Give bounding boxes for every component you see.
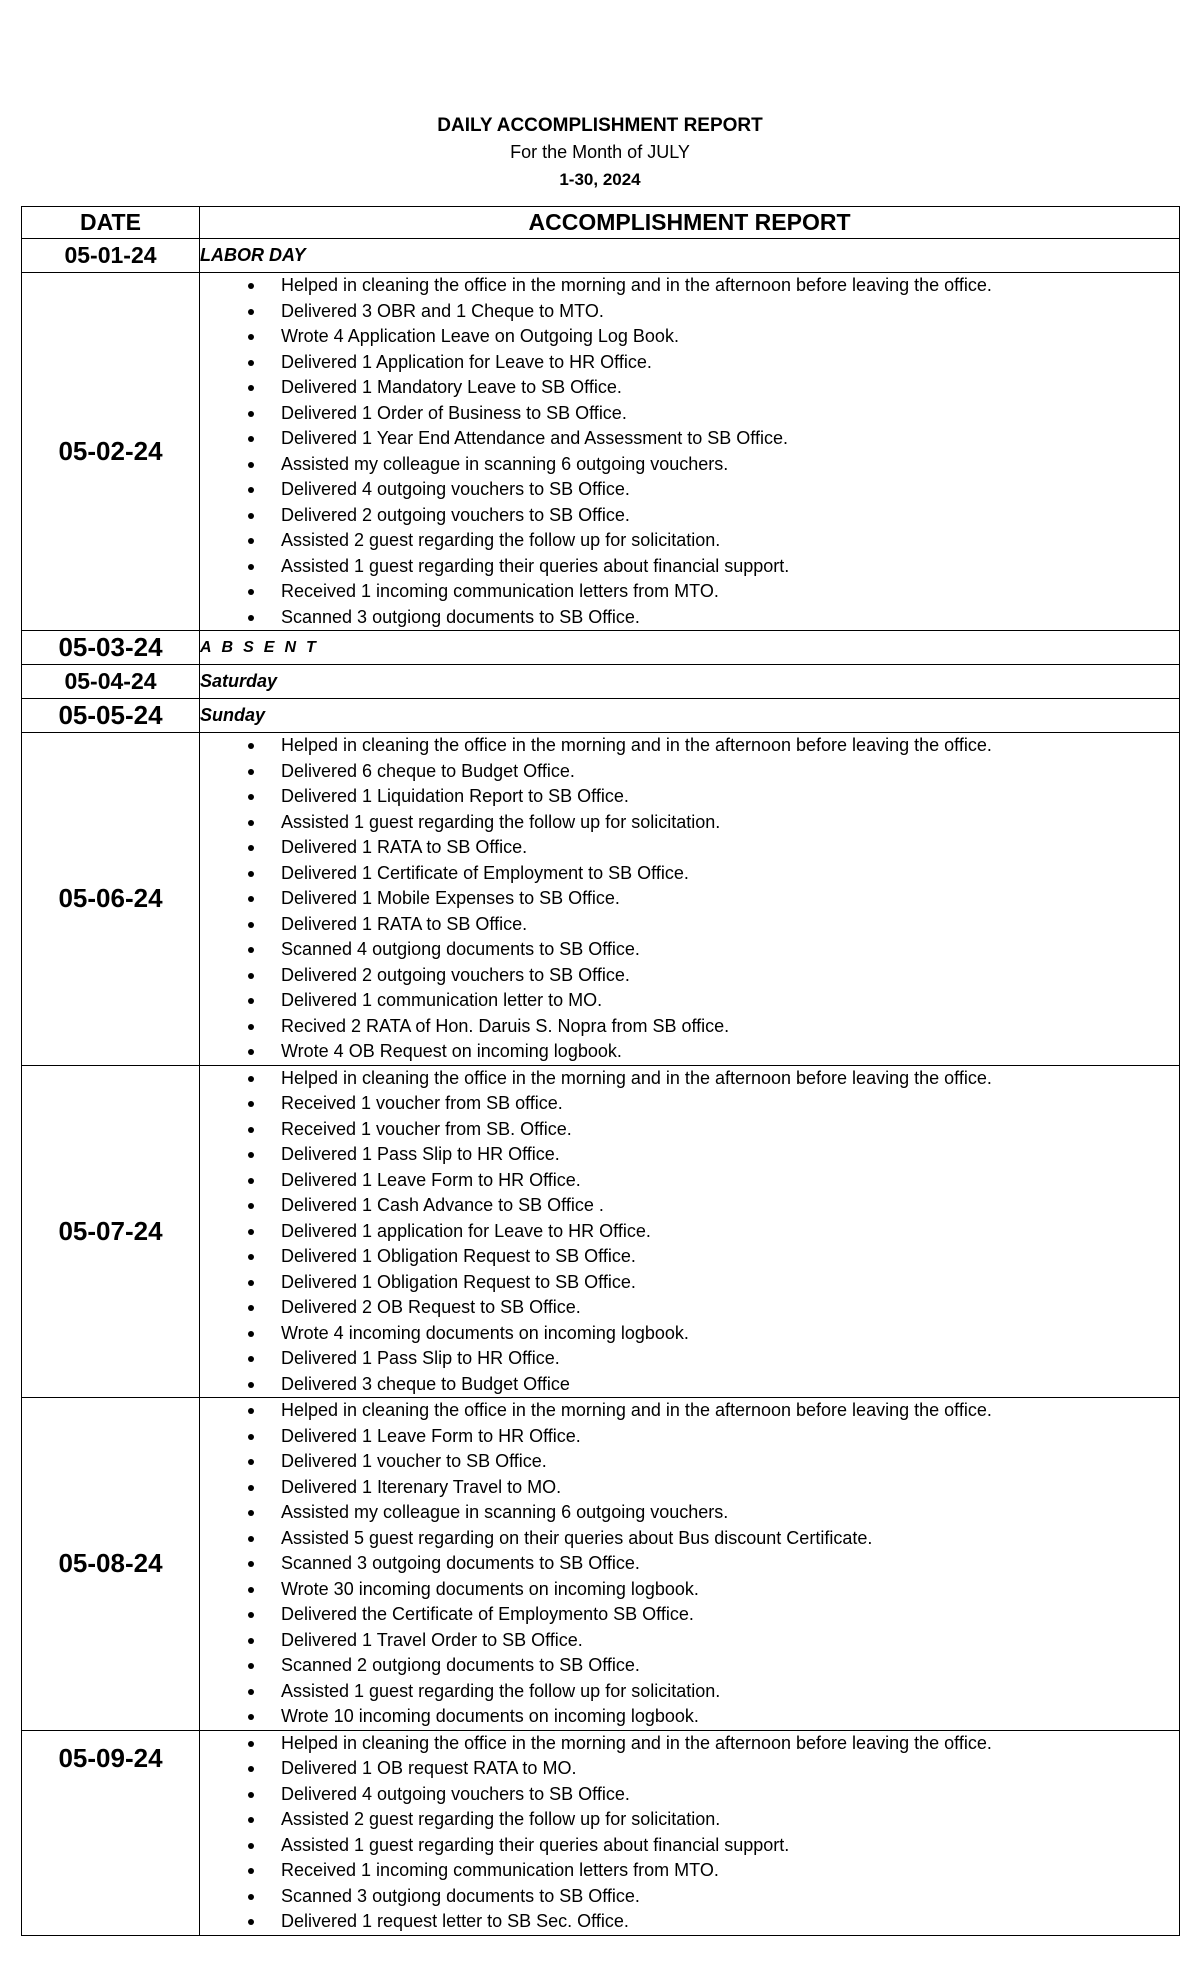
table-row	[22, 239, 1180, 273]
list-item: Delivered 1 Order of Business to SB Office.	[200, 401, 1179, 427]
list-item: Delivered 2 outgoing vouchers to SB Office.	[200, 963, 1179, 989]
list-item: Helped in cleaning the office in the morning and in the afternoon before leaving the office.	[200, 1398, 1179, 1424]
table-row	[22, 1730, 1180, 1935]
list-item: Helped in cleaning the office in the morning and in the afternoon before leaving the office.	[200, 733, 1179, 759]
report-column-header: ACCOMPLISHMENT REPORT	[200, 207, 1180, 239]
list-item: Assisted my colleague in scanning 6 outgoing vouchers.	[200, 452, 1179, 478]
row-date: 05-09-24	[22, 1730, 200, 1935]
list-item: Helped in cleaning the office in the morning and in the afternoon before leaving the office.	[200, 1066, 1179, 1092]
list-item: Delivered 1 Iterenary Travel to MO.	[200, 1475, 1179, 1501]
list-item: Assisted 2 guest regarding the follow up for solicitation.	[200, 528, 1179, 554]
list-item: Scanned 3 outgiong documents to SB Office.	[200, 1884, 1179, 1910]
list-item: Delivered 1 communication letter to MO.	[200, 988, 1179, 1014]
row-accomplishments	[200, 1730, 1180, 1935]
list-item: Delivered the Certificate of Employmento SB Office.	[200, 1602, 1179, 1628]
accomplishment-list	[200, 1731, 1179, 1935]
row-date: 05-02-24	[22, 273, 200, 631]
list-item: Delivered 6 cheque to Budget Office.	[200, 759, 1179, 785]
list-item: Recived 2 RATA of Hon. Daruis S. Nopra from SB office.	[200, 1014, 1179, 1040]
list-item: Delivered 3 cheque to Budget Office	[200, 1372, 1179, 1398]
list-item: Delivered 1 Mandatory Leave to SB Office.	[200, 375, 1179, 401]
list-item: Delivered 1 Cash Advance to SB Office .	[200, 1193, 1179, 1219]
list-item: Delivered 1 Mobile Expenses to SB Office.	[200, 886, 1179, 912]
table-row	[22, 1065, 1180, 1398]
list-item: Assisted 1 guest regarding the follow up for solicitation.	[200, 1679, 1179, 1705]
list-item: Scanned 3 outgoing documents to SB Office.	[200, 1551, 1179, 1577]
list-item: Wrote 30 incoming documents on incoming logbook.	[200, 1577, 1179, 1603]
row-accomplishments	[200, 1398, 1180, 1731]
list-item: Delivered 2 outgoing vouchers to SB Office.	[200, 503, 1179, 529]
row-date: 05-06-24	[22, 733, 200, 1066]
list-item: Wrote 4 OB Request on incoming logbook.	[200, 1039, 1179, 1065]
table-header-row	[22, 207, 1180, 239]
row-date: 05-04-24	[22, 665, 200, 699]
row-note: ABSENT	[200, 631, 1180, 665]
row-accomplishments	[200, 273, 1180, 631]
table-row	[22, 665, 1180, 699]
table-row	[22, 733, 1180, 1066]
report-header	[0, 112, 1200, 193]
row-date: 05-03-24	[22, 631, 200, 665]
list-item: Delivered 2 OB Request to SB Office.	[200, 1295, 1179, 1321]
list-item: Wrote 4 Application Leave on Outgoing Log Book.	[200, 324, 1179, 350]
list-item: Delivered 1 Application for Leave to HR Office.	[200, 350, 1179, 376]
row-date: 05-01-24	[22, 239, 200, 273]
list-item: Assisted 1 guest regarding the follow up for solicitation.	[200, 810, 1179, 836]
list-item: Assisted 1 guest regarding their queries about financial support.	[200, 1833, 1179, 1859]
list-item: Helped in cleaning the office in the morning and in the afternoon before leaving the office.	[200, 1731, 1179, 1757]
list-item: Helped in cleaning the office in the morning and in the afternoon before leaving the office.	[200, 273, 1179, 299]
accomplishment-table	[21, 206, 1180, 1936]
date-column-header: DATE	[22, 207, 200, 239]
list-item: Assisted 5 guest regarding on their queries about Bus discount Certificate.	[200, 1526, 1179, 1552]
report-date-range: 1-30, 2024	[559, 170, 641, 189]
list-item: Delivered 1 voucher to SB Office.	[200, 1449, 1179, 1475]
list-item: Delivered 1 RATA to SB Office.	[200, 912, 1179, 938]
table-row	[22, 1398, 1180, 1731]
report-subtitle: For the Month of JULY	[510, 142, 690, 162]
list-item: Delivered 4 outgoing vouchers to SB Office.	[200, 1782, 1179, 1808]
accomplishment-list	[200, 733, 1179, 1065]
list-item: Received 1 voucher from SB. Office.	[200, 1117, 1179, 1143]
list-item: Wrote 10 incoming documents on incoming logbook.	[200, 1704, 1179, 1730]
list-item: Assisted 2 guest regarding the follow up for solicitation.	[200, 1807, 1179, 1833]
table-row	[22, 631, 1180, 665]
list-item: Wrote 4 incoming documents on incoming logbook.	[200, 1321, 1179, 1347]
list-item: Delivered 1 Liquidation Report to SB Office.	[200, 784, 1179, 810]
row-date: 05-07-24	[22, 1065, 200, 1398]
list-item: Delivered 1 OB request RATA to MO.	[200, 1756, 1179, 1782]
list-item: Delivered 1 request letter to SB Sec. Office.	[200, 1909, 1179, 1935]
list-item: Received 1 incoming communication letters from MTO.	[200, 1858, 1179, 1884]
row-date: 05-08-24	[22, 1398, 200, 1731]
list-item: Delivered 1 RATA to SB Office.	[200, 835, 1179, 861]
list-item: Scanned 2 outgiong documents to SB Office.	[200, 1653, 1179, 1679]
list-item: Delivered 1 Leave Form to HR Office.	[200, 1168, 1179, 1194]
list-item: Delivered 3 OBR and 1 Cheque to MTO.	[200, 299, 1179, 325]
list-item: Delivered 4 outgoing vouchers to SB Office.	[200, 477, 1179, 503]
row-date: 05-05-24	[22, 699, 200, 733]
list-item: Scanned 3 outgiong documents to SB Office.	[200, 605, 1179, 631]
list-item: Delivered 1 Obligation Request to SB Office.	[200, 1270, 1179, 1296]
list-item: Delivered 1 Leave Form to HR Office.	[200, 1424, 1179, 1450]
row-accomplishments	[200, 1065, 1180, 1398]
list-item: Received 1 voucher from SB office.	[200, 1091, 1179, 1117]
list-item: Delivered 1 Obligation Request to SB Office.	[200, 1244, 1179, 1270]
report-title: DAILY ACCOMPLISHMENT REPORT	[437, 115, 763, 136]
list-item: Delivered 1 Year End Attendance and Assessment to SB Office.	[200, 426, 1179, 452]
list-item: Received 1 incoming communication letters from MTO.	[200, 579, 1179, 605]
list-item: Delivered 1 application for Leave to HR Office.	[200, 1219, 1179, 1245]
list-item: Scanned 4 outgiong documents to SB Office.	[200, 937, 1179, 963]
list-item: Delivered 1 Certificate of Employment to SB Office.	[200, 861, 1179, 887]
accomplishment-list	[200, 1066, 1179, 1398]
table-row	[22, 699, 1180, 733]
list-item: Assisted 1 guest regarding their queries about financial support.	[200, 554, 1179, 580]
accomplishment-list	[200, 273, 1179, 630]
accomplishment-list	[200, 1398, 1179, 1730]
list-item: Delivered 1 Pass Slip to HR Office.	[200, 1346, 1179, 1372]
list-item: Delivered 1 Travel Order to SB Office.	[200, 1628, 1179, 1654]
table-row	[22, 273, 1180, 631]
row-note: Sunday	[200, 699, 1180, 733]
row-accomplishments	[200, 733, 1180, 1066]
list-item: Delivered 1 Pass Slip to HR Office.	[200, 1142, 1179, 1168]
row-note: LABOR DAY	[200, 239, 1180, 273]
row-note: Saturday	[200, 665, 1180, 699]
list-item: Assisted my colleague in scanning 6 outgoing vouchers.	[200, 1500, 1179, 1526]
